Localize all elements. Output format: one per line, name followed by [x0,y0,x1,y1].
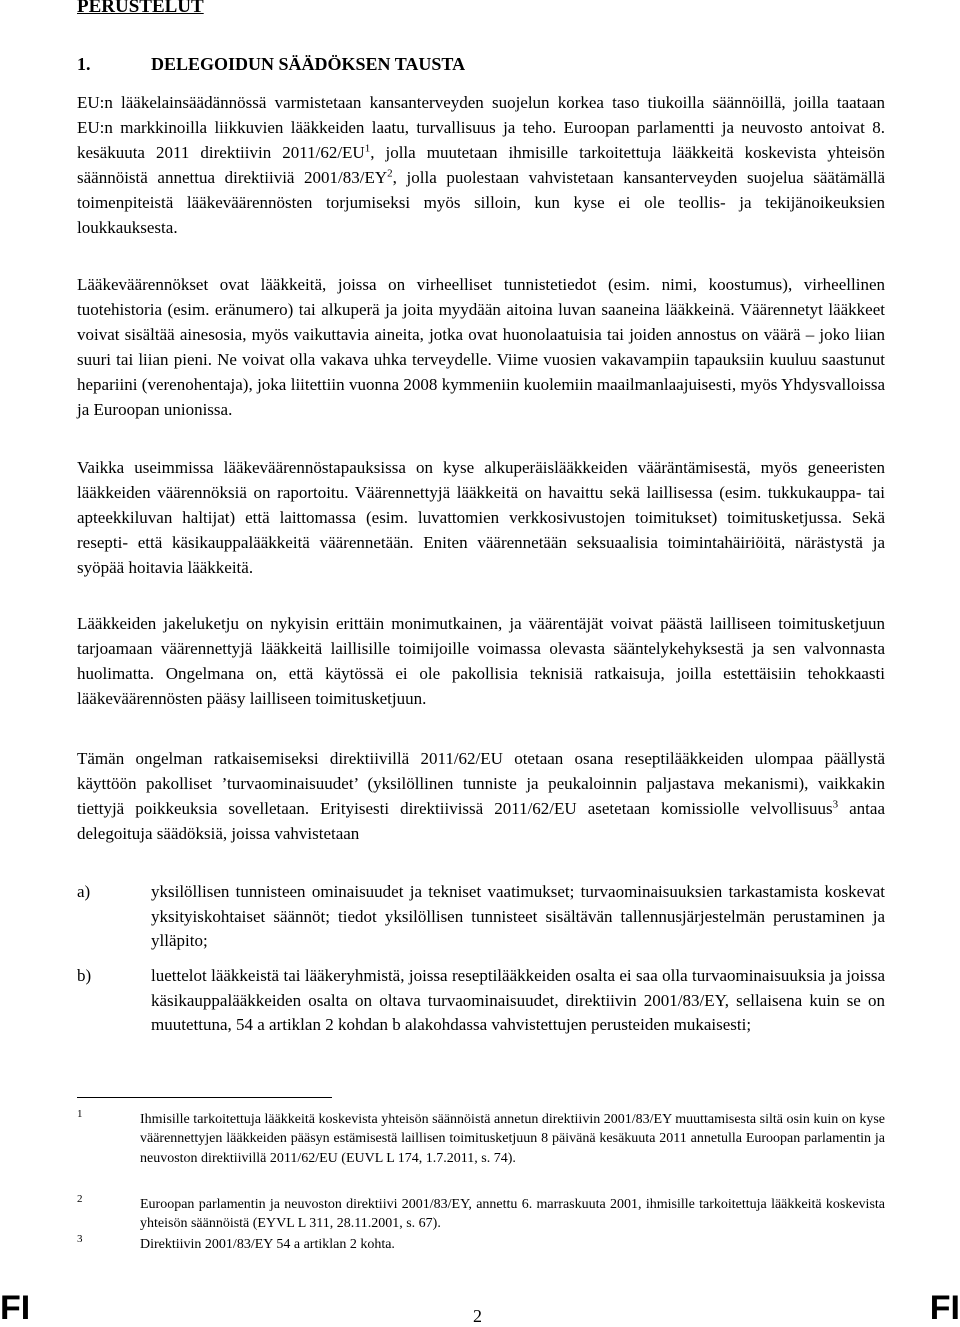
section-title-text: DELEGOIDUN SÄÄDÖKSEN TAUSTA [151,54,466,74]
footnote-ref-3[interactable]: 3 [832,798,839,811]
section-number: 1. [77,54,91,74]
footnote-number: 3 [77,1233,83,1245]
list-marker: b) [77,966,92,985]
list-item-text: yksilöllisen tunnisteen ominaisuudet ja tekniset vaatimukset; turvaominaisuuksien tarkastamista koskevat yksityiskohtaiset säännöt; tiedot yksilöllisen tunnisteet sisältävän tallennusjärjestelmän perustaminen ja ylläpito; [151,882,885,951]
paragraph-2: Lääkeväärennökset ovat lääkkeitä, joissa on virheelliset tunnistetiedot (esim. nimi, koostumus), virheellinen tuotehistoria (esim. eränumero) tai alkuperä ja joita myydään aitoina luvan saaneina lääkkeinä. Väärennetyt lääkkeet voivat sisältää ainesosia, myös vaikuttavia aineita, jotka ovat huonolaatuisia tai joiden annostus on väärä – joko liian suuri tai liian pieni. Ne voivat olla vakava uhka terveydelle. Viime vuosien vakavampiin tapauksiin kuuluu saastunut hepariini (verenohentaja), joka liitettiin vuonna 2008 kymmeniin kuolemiin maailmanlaajuisesti, myös Yhdysvalloissa ja Euroopan unionissa. [77,275,885,420]
top-heading: PERUSTELUT [77,0,204,17]
paragraph-1-text-a: EU:n lääkelainsäädännössä varmistetaan kansanterveyden suojelun korkea taso tiukoilla säännöillä, joilla taataan EU:n markkinoilla liikkuvien lääkkeiden laatu, turvallisuus ja teho. Euroopan parlamentti ja neuvosto antoivat 8. kesäkuuta 2011 direktiivin 2011/62/EU [77,93,885,163]
footnote-3 [77,1235,885,1254]
footnote-text: Ihmisille tarkoitettuja lääkkeitä koskevista yhteisön säännöistä annetun direktiivin 2001/83/EY muuttamisesta siltä osin kuin on kyse väärennettyjen lääkkeiden pääsyn estämisestä laillisen toimitusketjuun 8 päivänä kesäkuuta 2011 annetulla Euroopan parlamentin ja neuvoston direktiivillä 2011/62/EU (EUVL L 174, 1.7.2011, s. 74). [140,1112,885,1166]
footer-language-right: FI [929,1289,960,1327]
paragraph-5-text-b: antaa delegoituja säädöksiä, joissa vahvistetaan [77,799,885,844]
footnote-ref-2[interactable]: 2 [387,167,393,180]
footnote-number: 2 [77,1193,83,1205]
footnote-text: Direktiivin 2001/83/EY 54 a artiklan 2 kohta. [140,1237,395,1252]
footnote-separator [77,1097,332,1098]
paragraph-1-text-b: , jolla muutetaan ihmisille tarkoitettuja lääkkeitä koskevista yhteisön säännöistä annettua direktiiviä 2001/83/EY [77,143,885,188]
paragraph-1 [77,90,885,241]
paragraph-1-text-c: , jolla puolestaan vahvistetaan kansanterveyden suojelua säätämällä toimenpiteistä lääkeväärennösten torjumiseksi myös silloin, kun kyse ei ole teollis- ja tekijänoikeuksien loukkauksesta. [77,168,886,238]
list-marker: a) [77,882,91,901]
footnote-2 [77,1195,885,1234]
footnote-ref-1[interactable]: 1 [364,142,371,155]
footnote-text: Euroopan parlamentin ja neuvoston direktiivi 2001/83/EY, annettu 6. marraskuuta 2001, ihmisille tarkoitettuja lääkkeitä koskevista yhteisön säännöistä (EYVL L 311, 28.11.2001, s. 67). [140,1197,885,1232]
paragraph-3: Vaikka useimmissa lääkeväärennöstapauksissa on kyse alkuperäislääkkeiden vääräntämisestä, myös geneeristen lääkkeiden väärennöksiä on raportoitu. Väärennettyjä lääkkeitä on havaittu sekä laillisessa (esim. tukkukauppa- tai apteekkiluvan haltijat) että laittomassa (esim. luvattomien verkkosivustojen toimitukset) toimitusketjussa. Sekä resepti- että käsikauppalääkkeitä väärennetään. Eniten väärennetään seksuaalisia toimintahäiriöitä, närästystä ja syöpää hoitavia lääkkeitä. [77,458,885,578]
list-item [77,964,885,1038]
page-number: 2 [473,1306,482,1326]
list-item [77,880,885,954]
paragraph-5-text-a: Tämän ongelman ratkaisemiseksi direktiivillä 2011/62/EU otetaan osana reseptilääkkeiden ulompaa päällystä käyttöön pakolliset ’turvaominaisuudet’ (yksilöllinen tunniste ja peukaloinnin paljastava mekanismi), vaikkakin tiettyjä poikkeuksia sovelletaan. Erityisesti direktiivissä 2011/62/EU asetetaan komissiolle velvollisuus [77,749,885,819]
paragraph-5 [77,746,885,846]
footnote-1 [77,1110,885,1168]
footer-language-left: FI [0,1289,31,1327]
section-title [77,53,465,75]
paragraph-4: Lääkkeiden jakeluketju on nykyisin erittäin monimutkainen, ja väärentäjät voivat päästä lailliseen toimitusketjuun tarjoamaan väärennettyjä lääkkeitä laillisille toimijoille voimassa olevasta sääntelykehyksestä ja sen valvonnasta huolimatta. Ongelmana on, että käytössä ei ole pakollisia teknisiä ratkaisuja, joilla estettäisiin tehokkaasti lääkeväärennösten pääsy lailliseen toimitusketjuun. [77,614,885,709]
footnote-number: 1 [77,1108,83,1120]
list-item-text: luettelot lääkkeistä tai lääkeryhmistä, joissa reseptilääkkeiden osalta ei saa olla turvaominaisuuksia ja joissa käsikauppalääkkeiden osalta on oltava turvaominaisuudet, direktiivin 2001/83/EY, sellaisena kuin se on muutettuna, 54 a artiklan 2 kohdan b alakohdassa vahvistettujen perusteiden mukaisesti; [151,966,885,1035]
